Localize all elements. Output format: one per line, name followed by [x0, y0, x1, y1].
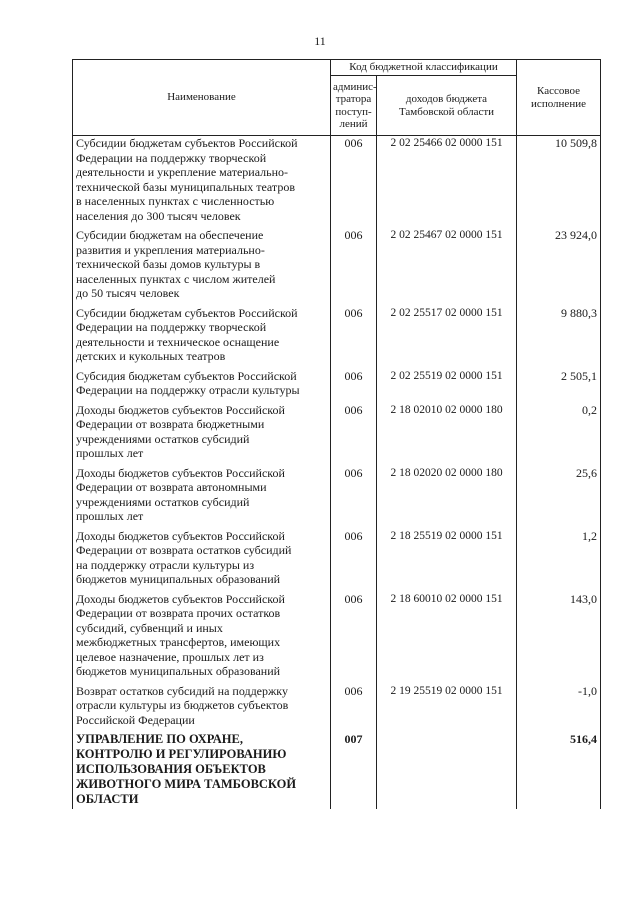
row-name-line: бюджетов муниципальных образований — [76, 572, 281, 586]
row-name-line: ОБЛАСТИ — [76, 792, 139, 806]
row-name-line: прошлых лет — [76, 446, 144, 460]
row-name — [73, 303, 331, 366]
row-name-line: до 50 тысяч человек — [76, 286, 180, 300]
table-row — [73, 589, 601, 681]
row-name-line: целевое назначение, прошлых лет из — [76, 649, 264, 664]
row-name — [73, 366, 331, 400]
row-name-line: отрасли культуры из бюджетов субъектов — [76, 698, 289, 712]
row-amount: 143,0 — [517, 589, 601, 681]
table-row — [73, 526, 601, 589]
row-name-line: развития и укрепления материально- — [76, 242, 265, 257]
row-revenue-code: 2 18 25519 02 0000 151 — [377, 526, 517, 589]
row-admin-code: 006 — [331, 681, 377, 730]
row-revenue-code — [377, 729, 517, 809]
row-name — [73, 400, 331, 463]
row-name-line: субсидий, субвенций и иных — [76, 620, 223, 635]
row-name-line: Субсидии бюджетам субъектов Российской — [76, 136, 298, 150]
row-name-line: Доходы бюджетов субъектов Российской — [76, 402, 285, 417]
header-name: Наименование — [73, 60, 331, 136]
row-revenue-code: 2 18 60010 02 0000 151 — [377, 589, 517, 681]
row-name — [73, 589, 331, 681]
row-name-line: Федерации от возврата бюджетными — [76, 417, 265, 431]
row-name-line: Доходы бюджетов субъектов Российской — [76, 591, 285, 606]
table-row — [73, 366, 601, 400]
row-amount: -1,0 — [517, 681, 601, 730]
row-admin-code: 006 — [331, 589, 377, 681]
row-name-line: детских и кукольных театров — [76, 349, 226, 363]
header-revenue: доходов бюджета Тамбовской области — [377, 76, 517, 136]
row-name — [73, 225, 331, 303]
row-amount: 0,2 — [517, 400, 601, 463]
row-revenue-code: 2 18 02010 02 0000 180 — [377, 400, 517, 463]
table-row — [73, 463, 601, 526]
table-header — [73, 60, 601, 136]
table-row — [73, 681, 601, 730]
row-admin-code: 007 — [331, 729, 377, 809]
page-number: 11 — [314, 34, 326, 48]
row-amount: 516,4 — [517, 729, 601, 809]
row-name-line: технической базы муниципальных театров — [76, 179, 295, 194]
row-amount: 9 880,3 — [517, 303, 601, 366]
row-admin-code: 006 — [331, 400, 377, 463]
budget-table — [72, 59, 601, 809]
row-name-line: Субсидии бюджетам субъектов Российской — [76, 305, 298, 320]
header-admin: админис- тратора поступ- лений — [331, 76, 377, 136]
row-amount: 23 924,0 — [517, 225, 601, 303]
row-name-line: Федерации на поддержку творческой — [76, 320, 267, 334]
row-admin-code: 006 — [331, 136, 377, 226]
row-name-line: Доходы бюджетов субъектов Российской — [76, 465, 285, 480]
row-name-line: Федерации на поддержку отрасли культуры — [76, 383, 300, 397]
row-name-line: Федерации от возврата автономными — [76, 480, 267, 494]
row-name-line: Российской Федерации — [76, 712, 195, 727]
row-name-line: Доходы бюджетов субъектов Российской — [76, 528, 285, 543]
header-amount: Кассовое исполнение — [517, 60, 601, 136]
row-revenue-code: 2 02 25466 02 0000 151 — [377, 136, 517, 226]
row-name-line: прошлых лет — [76, 509, 144, 523]
row-name — [73, 526, 331, 589]
row-name-line: межбюджетных трансфертов, имеющих — [76, 635, 281, 649]
row-name-line: ИСПОЛЬЗОВАНИЯ ОБЪЕКТОВ — [76, 762, 266, 776]
row-name-line: Субсидии бюджетам на обеспечение — [76, 228, 264, 242]
row-name-line: КОНТРОЛЮ И РЕГУЛИРОВАНИЮ — [76, 747, 287, 761]
row-amount: 1,2 — [517, 526, 601, 589]
row-name — [73, 729, 331, 809]
row-name-line: Возврат остатков субсидий на поддержку — [76, 683, 288, 698]
row-name — [73, 681, 331, 730]
row-admin-code: 006 — [331, 225, 377, 303]
row-revenue-code: 2 19 25519 02 0000 151 — [377, 681, 517, 730]
row-name-line: УПРАВЛЕНИЕ ПО ОХРАНЕ, — [76, 732, 243, 746]
row-name — [73, 463, 331, 526]
row-name-line: на поддержку отрасли культуры из — [76, 557, 255, 572]
row-name-line: Федерации на поддержку творческой — [76, 150, 267, 165]
row-revenue-code: 2 02 25517 02 0000 151 — [377, 303, 517, 366]
row-revenue-code: 2 02 25519 02 0000 151 — [377, 366, 517, 400]
row-revenue-code: 2 18 02020 02 0000 180 — [377, 463, 517, 526]
table-row — [73, 303, 601, 366]
row-name-line: Субсидия бюджетам субъектов Российской — [76, 368, 297, 383]
row-name-line: ЖИВОТНОГО МИРА ТАМБОВСКОЙ — [76, 777, 297, 791]
row-revenue-code: 2 02 25467 02 0000 151 — [377, 225, 517, 303]
header-code-group: Код бюджетной классификации — [331, 60, 517, 76]
row-amount: 25,6 — [517, 463, 601, 526]
table-body — [73, 136, 601, 810]
row-name-line: населения до 300 тысяч человек — [76, 208, 241, 223]
row-name-line: деятельности и техническое оснащение — [76, 334, 280, 349]
row-admin-code: 006 — [331, 526, 377, 589]
table-row — [73, 136, 601, 226]
row-name — [73, 136, 331, 226]
row-name-line: учреждениями остатков субсидий — [76, 494, 250, 509]
row-name-line: в населенных пунктах с численностью — [76, 194, 275, 208]
row-name-line: населенных пунктах с числом жителей — [76, 271, 276, 286]
row-amount: 2 505,1 — [517, 366, 601, 400]
row-name-line: учреждениями остатков субсидий — [76, 431, 250, 446]
row-admin-code: 006 — [331, 366, 377, 400]
row-name-line: бюджетов муниципальных образований — [76, 664, 281, 678]
row-admin-code: 006 — [331, 303, 377, 366]
row-name-line: Федерации от возврата прочих остатков — [76, 606, 281, 620]
row-name-line: технической базы домов культуры в — [76, 257, 261, 271]
table-row — [73, 400, 601, 463]
row-amount: 10 509,8 — [517, 136, 601, 226]
row-name-line: деятельности и укрепление материально- — [76, 165, 289, 179]
table-row — [73, 729, 601, 809]
row-admin-code: 006 — [331, 463, 377, 526]
table-row — [73, 225, 601, 303]
row-name-line: Федерации от возврата остатков субсидий — [76, 543, 292, 557]
